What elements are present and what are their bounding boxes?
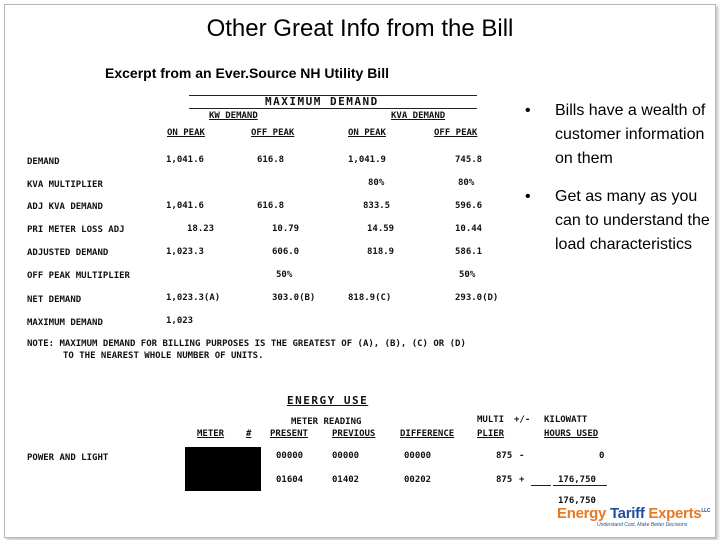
logo-tagline: Understand Cost, Make Better Decisions xyxy=(597,522,688,528)
cell-present: 01604 xyxy=(276,475,304,485)
cell-kva-on: 818.9(C) xyxy=(348,293,392,303)
kw-demand-header: KW DEMAND xyxy=(209,111,258,121)
col-previous: PREVIOUS xyxy=(332,429,376,439)
redacted-meter-number xyxy=(185,447,261,491)
row-label: NET DEMAND xyxy=(27,295,82,305)
cell-kw-off: 606.0 xyxy=(272,247,300,257)
cell-kva-on: 14.59 xyxy=(367,224,395,234)
row-label: ADJUSTED DEMAND xyxy=(27,248,109,258)
cell-present: 00000 xyxy=(276,451,304,461)
bullet-item xyxy=(521,99,720,171)
cell-kva-off: 586.1 xyxy=(455,247,483,257)
slide-subtitle: Excerpt from an Ever.Source NH Utility Bill xyxy=(105,65,389,81)
cell-kw-on: 1,023 xyxy=(166,316,194,326)
col-meter-number: # xyxy=(246,429,252,439)
bill-excerpt xyxy=(21,91,605,506)
cell-kw-on: 1,023.3 xyxy=(166,247,204,257)
col-multiplier: MULTI xyxy=(477,415,505,425)
cell-difference: 00202 xyxy=(404,475,432,485)
cell-kva-on: 818.9 xyxy=(367,247,395,257)
bullet-list xyxy=(521,99,720,271)
energy-row-label: POWER AND LIGHT xyxy=(27,453,109,463)
row-label: ADJ KVA DEMAND xyxy=(27,202,103,212)
slide-title: Other Great Info from the Bill xyxy=(206,15,514,42)
energy-title: ENERGY USE xyxy=(287,394,369,407)
col-difference: DIFFERENCE xyxy=(400,429,455,439)
cell-kw-on: 1,041.6 xyxy=(166,155,204,165)
cell-kw-off: 303.0(B) xyxy=(272,293,316,303)
cell-kw-on: 1,023.3(A) xyxy=(166,293,221,303)
kva-demand-header: KVA DEMAND xyxy=(391,111,446,121)
bullet-dot: • xyxy=(525,102,531,119)
cell-kva-off: 50% xyxy=(459,270,476,280)
bullet-item xyxy=(521,185,720,257)
slide-frame xyxy=(4,4,716,538)
cell-kva-on: 1,041.9 xyxy=(348,155,386,165)
cell-sign: - xyxy=(519,451,525,461)
col-on-peak: ON PEAK xyxy=(167,128,205,138)
cell-previous: 00000 xyxy=(332,451,360,461)
cell-kva-off: 10.44 xyxy=(455,224,483,234)
cell-kw-off: 616.8 xyxy=(257,155,285,165)
col-present: PRESENT xyxy=(270,429,308,439)
cell-kw-off: 616.8 xyxy=(257,201,285,211)
bullet-text: Get as many as you can to understand the load characteristics xyxy=(555,188,710,253)
cell-kva-off: 80% xyxy=(458,178,475,188)
cell-previous: 01402 xyxy=(332,475,360,485)
kwh-underline xyxy=(531,485,551,486)
logo-word: Experts xyxy=(648,505,702,522)
cell-sign: + xyxy=(519,475,525,485)
bullet-dot: • xyxy=(525,188,531,205)
col-kwh: HOURS USED xyxy=(544,429,599,439)
col-off-peak: OFF PEAK xyxy=(251,128,295,138)
cell-multiplier: 875 xyxy=(496,475,513,485)
cell-kwh: 0 xyxy=(599,451,605,461)
col-meter: METER xyxy=(197,429,225,439)
cell-kwh: 176,750 xyxy=(558,475,596,485)
row-label: OFF PEAK MULTIPLIER xyxy=(27,271,130,281)
cell-kw-off: 50% xyxy=(276,270,293,280)
cell-kva-on: 80% xyxy=(368,178,385,188)
cell-kva-off: 293.0(D) xyxy=(455,293,499,303)
col-multiplier: PLIER xyxy=(477,429,505,439)
col-on-peak: ON PEAK xyxy=(348,128,386,138)
cell-kw-off: 10.79 xyxy=(272,224,300,234)
col-off-peak: OFF PEAK xyxy=(434,128,478,138)
meter-reading-header: METER READING xyxy=(291,417,362,427)
demand-note: TO THE NEAREST WHOLE NUMBER OF UNITS. xyxy=(63,351,264,361)
cell-kw-on: 1,041.6 xyxy=(166,201,204,211)
cell-multiplier: 875 xyxy=(496,451,513,461)
cell-kva-off: 596.6 xyxy=(455,201,483,211)
header-rule xyxy=(189,108,477,109)
company-logo xyxy=(557,505,711,535)
logo-word: Tariff xyxy=(609,505,645,522)
logo-word: Energy xyxy=(557,505,607,522)
row-label: MAXIMUM DEMAND xyxy=(27,318,103,328)
kwh-underline xyxy=(553,485,607,486)
cell-kva-on: 833.5 xyxy=(363,201,391,211)
col-kwh: KILOWATT xyxy=(544,415,588,425)
cell-kw-on: 18.23 xyxy=(187,224,215,234)
demand-title: MAXIMUM DEMAND xyxy=(265,95,379,108)
row-label: PRI METER LOSS ADJ xyxy=(27,225,125,235)
row-label: KVA MULTIPLIER xyxy=(27,180,103,190)
kwh-total: 176,750 xyxy=(558,496,596,506)
cell-difference: 00000 xyxy=(404,451,432,461)
logo-suffix: LLC xyxy=(701,508,711,514)
bullet-text: Bills have a wealth of customer information on them xyxy=(555,102,706,167)
row-label: DEMAND xyxy=(27,157,60,167)
col-plus-minus: +/- xyxy=(514,415,531,425)
demand-note: NOTE: MAXIMUM DEMAND FOR BILLING PURPOSES IS THE GREATEST OF (A), (B), (C) OR (D) xyxy=(27,339,466,349)
cell-kva-off: 745.8 xyxy=(455,155,483,165)
